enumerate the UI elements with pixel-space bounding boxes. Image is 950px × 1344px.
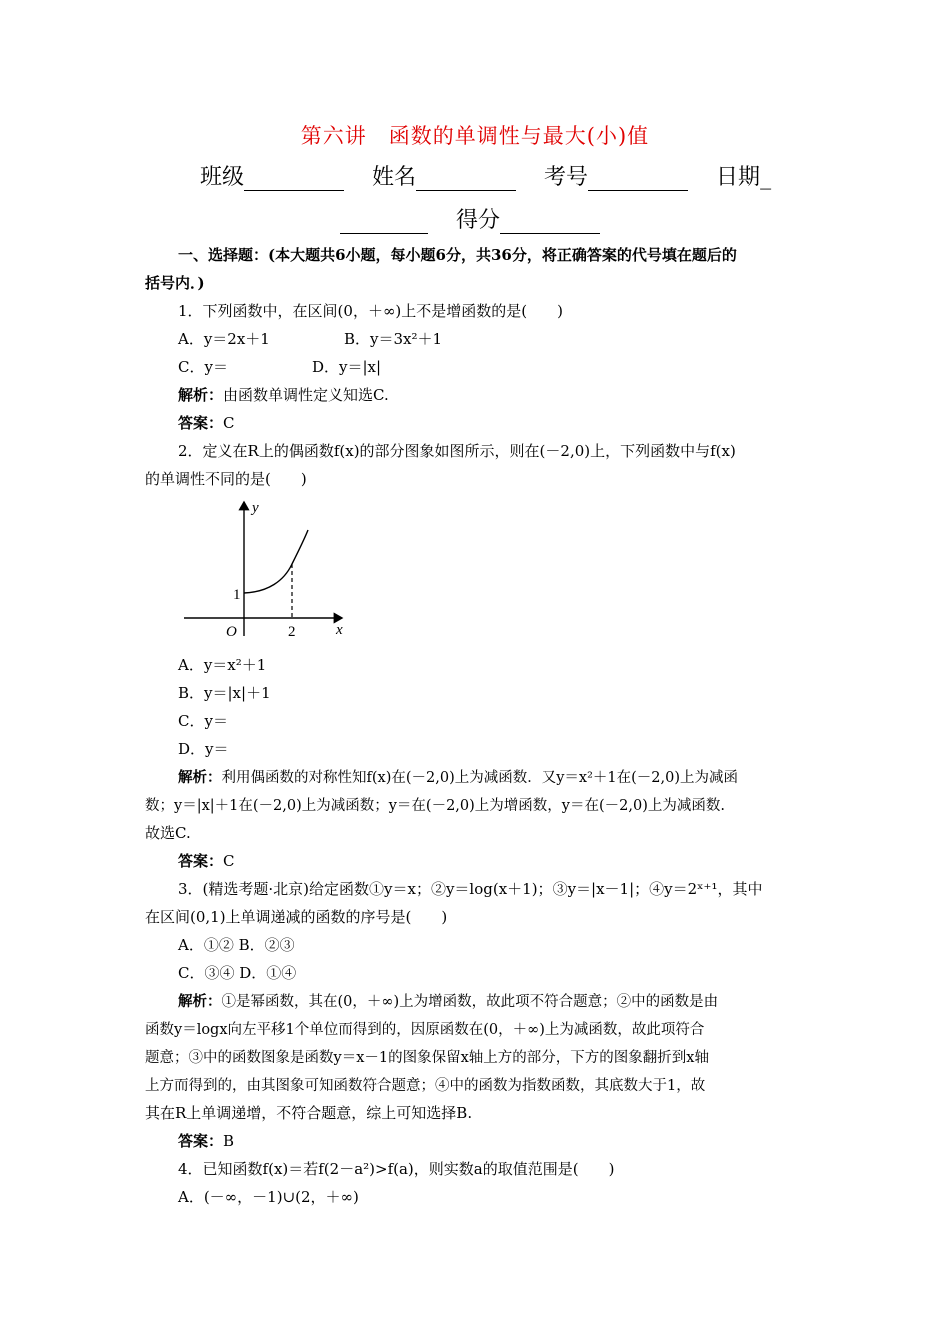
name-label: 姓名: [372, 165, 417, 190]
date-blank[interactable]: [340, 211, 428, 234]
student-info-line-1: [200, 160, 771, 191]
class-label: 班级: [200, 165, 245, 190]
number-blank[interactable]: [588, 168, 688, 191]
number-label: 考号: [544, 165, 589, 190]
name-blank[interactable]: [416, 168, 516, 191]
x-axis-label: x: [336, 622, 343, 638]
function-curve: [244, 530, 308, 593]
q3-analysis-line-4: 上方而得到的，由其图象可知函数符合题意；④中的函数为指数函数，其底数大于1，故: [145, 1078, 706, 1094]
q3-stem-line-2: 在区间(0,1)上单调递减的函数的序号是( ): [145, 908, 448, 926]
origin-label: O: [226, 624, 237, 640]
q2-answer-label: 答案：: [178, 852, 224, 870]
q1-analysis: [178, 384, 389, 405]
q3-answer-value: B: [223, 1132, 235, 1150]
q4-stem: 4．已知函数f(x)＝若f(2－a²)>f(a)，则实数a的取值范围是( ): [178, 1160, 615, 1178]
q1-option-b: B．y＝3x²＋1: [344, 330, 443, 348]
q2-analysis-line-2: 数；y＝|x|＋1在(－2,0)上为减函数；y＝在(－2,0)上为增函数，y＝在(－2,0)上为减函数.: [145, 798, 725, 814]
section-header: 一、选择题：(本大题共6小题，每小题6分，共36分，将正确答案的代号填在题后的: [178, 246, 737, 264]
date-label: 日期: [716, 165, 761, 190]
q3-answer: [178, 1130, 234, 1151]
q2-analysis-line-1: [178, 766, 738, 787]
q1-analysis-label: 解析：: [178, 386, 224, 404]
q3-stem-line-1: 3．(精选考题·北京)给定函数①y＝x；②y＝log(x＋1)；③y＝|x－1|；④y＝2ˣ⁺¹，其中: [178, 880, 763, 898]
q2-answer: [178, 850, 235, 871]
x-tick-2-label: 2: [288, 624, 296, 640]
q3-analysis-label: 解析：: [178, 993, 222, 1010]
date-tail: _: [760, 165, 772, 190]
q2-option-a: A．y＝x²＋1: [178, 656, 267, 674]
y-axis-label: y: [252, 500, 259, 516]
q3-analysis-line-5: 其在R上单调递增，不符合题意，综上可知选择B.: [145, 1104, 473, 1122]
q2-analysis-line-3: 故选C.: [145, 824, 191, 842]
q1-answer-value: C: [223, 414, 235, 432]
q3-options-cd: C．③④ D．①④: [178, 964, 297, 982]
q1-analysis-text: 由函数单调性定义知选C.: [223, 386, 389, 404]
q3-analysis-line-2: 函数y＝logx向左平移1个单位而得到的，因原函数在(0，＋∞)上为减函数，故此项符合: [145, 1022, 705, 1038]
q2-option-d: D．y＝: [178, 740, 229, 758]
q3-analysis-line-3: 题意；③中的函数图象是函数y＝x－1的图象保留x轴上方的部分，下方的图象翻折到x轴: [145, 1050, 709, 1066]
q1-answer-label: 答案：: [178, 414, 224, 432]
q1-stem: 1．下列函数中，在区间(0，＋∞)上不是增函数的是( ): [178, 302, 563, 320]
score-label: 得分: [456, 208, 501, 233]
section-header-cont: 括号内．): [145, 274, 205, 292]
y-intercept-label: 1: [233, 587, 241, 603]
q3-options-ab: A．①② B．②③: [178, 936, 295, 954]
q2-analysis-text-1: 利用偶函数的对称性知f(x)在(－2,0)上为减函数．又y＝x²＋1在(－2,0)上为减函: [221, 770, 739, 786]
student-info-line-2: [340, 203, 600, 234]
page-title: 第六讲 函数的单调性与最大(小)值: [300, 124, 650, 148]
q1-option-d: D．y＝|x|: [312, 358, 382, 376]
q1-option-c: C．y＝: [178, 358, 228, 376]
q1-answer: [178, 412, 235, 433]
q2-option-b: B．y＝|x|＋1: [178, 684, 271, 702]
q1-option-a: A．y＝2x＋1: [178, 330, 270, 348]
q2-analysis-label: 解析：: [178, 769, 222, 786]
score-blank[interactable]: [500, 211, 600, 234]
q3-analysis-text-1: ①是幂函数，其在(0，＋∞)上为增函数，故此项不符合题意；②中的函数是由: [221, 994, 719, 1010]
q2-answer-value: C: [223, 852, 235, 870]
q3-analysis-line-1: [178, 990, 718, 1011]
class-blank[interactable]: [244, 168, 344, 191]
q2-stem-line-2: 的单调性不同的是( ): [145, 470, 307, 488]
q4-option-a: A．(－∞，－1)∪(2，＋∞): [178, 1188, 359, 1206]
q2-option-c: C．y＝: [178, 712, 228, 730]
q2-function-graph: [178, 496, 350, 644]
q2-stem-line-1: 2．定义在R上的偶函数f(x)的部分图象如图所示，则在(－2,0)上，下列函数中与f(x): [178, 442, 736, 460]
q3-answer-label: 答案：: [178, 1132, 224, 1150]
